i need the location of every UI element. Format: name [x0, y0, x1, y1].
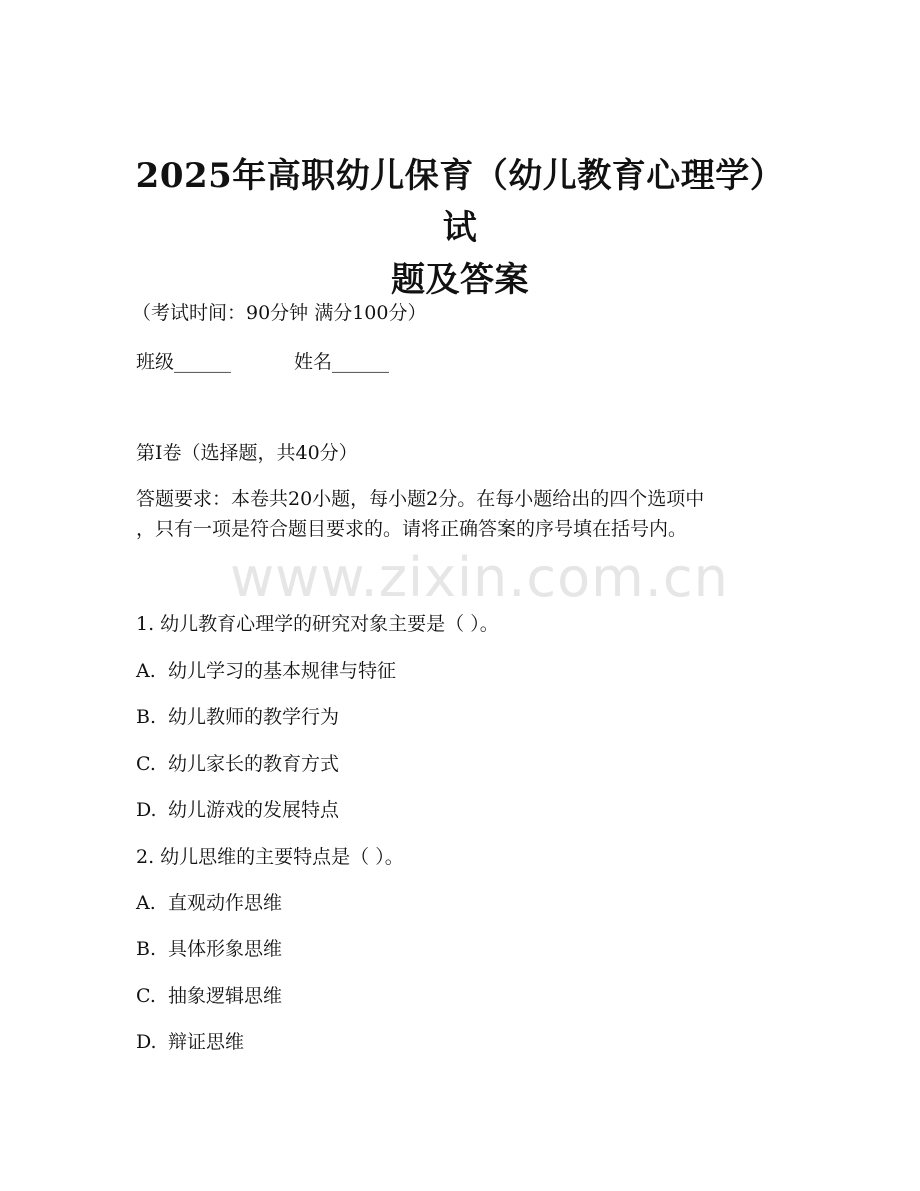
- option-text: 抽象逻辑思维: [168, 985, 283, 1007]
- document-title: [120, 150, 800, 306]
- question-1-option-a: [136, 658, 396, 684]
- option-letter: A.: [136, 892, 156, 914]
- instructions-line-1: 答题要求：本卷共20小题，每小题2分。在每小题给出的四个选项中: [136, 488, 705, 510]
- exam-info: （考试时间：90分钟 满分100分）: [132, 302, 427, 324]
- option-letter: A.: [136, 660, 156, 682]
- option-text: 幼儿游戏的发展特点: [168, 799, 340, 821]
- question-2-option-a: [136, 890, 282, 916]
- option-letter: C.: [136, 985, 156, 1007]
- option-text: 直观动作思维: [168, 892, 283, 914]
- question-2-option-d: [136, 1029, 244, 1055]
- option-text: 幼儿教师的教学行为: [168, 706, 340, 728]
- option-letter: C.: [136, 753, 156, 775]
- class-field-label: 班级______: [136, 351, 232, 373]
- question-1-stem: 1. 幼儿教育心理学的研究对象主要是（ ）。: [136, 613, 499, 635]
- question-2-option-b: [136, 936, 282, 962]
- title-line-1: 2025年高职幼儿保育（幼儿教育心理学）试: [135, 156, 785, 248]
- name-field-label: 姓名______: [294, 351, 390, 373]
- question-2-option-c: [136, 983, 282, 1009]
- option-letter: D.: [136, 1031, 157, 1053]
- option-letter: B.: [136, 706, 157, 728]
- option-letter: B.: [136, 938, 157, 960]
- question-2-stem: 2. 幼儿思维的主要特点是（ ）。: [136, 846, 404, 868]
- option-text: 幼儿学习的基本规律与特征: [168, 660, 397, 682]
- option-letter: D.: [136, 799, 157, 821]
- watermark: www.zixin.com.cn: [230, 546, 729, 609]
- option-text: 具体形象思维: [168, 938, 283, 960]
- question-1-option-b: [136, 704, 339, 730]
- instructions-line-2: ，只有一项是符合题目要求的。请将正确答案的序号填在括号内。: [136, 518, 688, 540]
- option-text: 幼儿家长的教育方式: [168, 753, 340, 775]
- question-1-option-c: [136, 751, 339, 777]
- section-heading: 第I卷（选择题，共40分）: [136, 442, 358, 464]
- option-text: 辩证思维: [168, 1031, 245, 1053]
- question-1-option-d: [136, 797, 339, 823]
- title-line-2: 题及答案: [391, 260, 529, 300]
